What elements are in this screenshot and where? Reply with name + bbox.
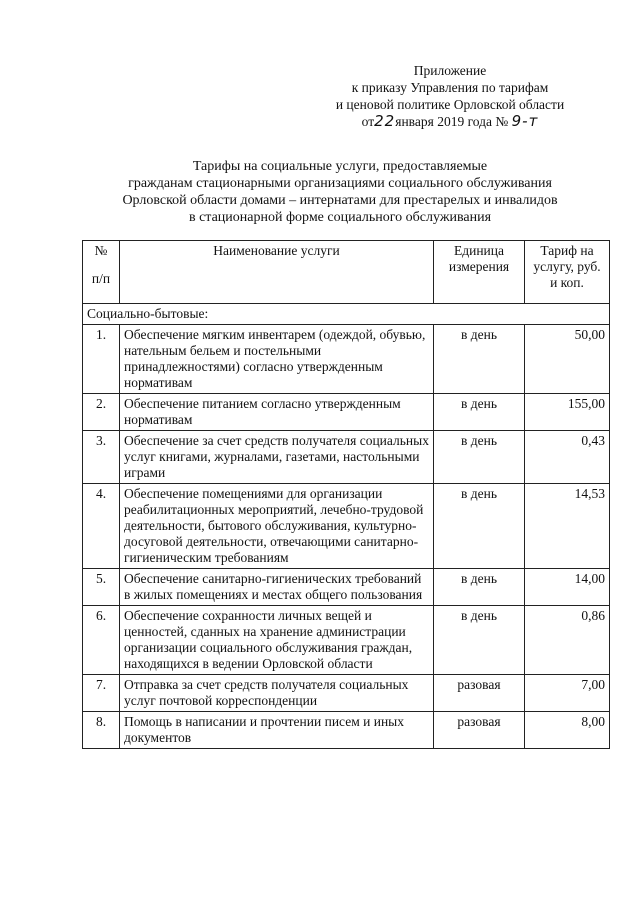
row-unit: в день	[434, 431, 525, 484]
document-title	[100, 158, 580, 226]
title-line-1: Тарифы на социальные услуги, предоставляемые	[192, 159, 488, 174]
row-num: 6.	[83, 606, 120, 675]
header-unit: Единица измерения	[434, 241, 525, 304]
header-num-symbol: №	[94, 243, 108, 258]
row-num: 8.	[83, 712, 120, 749]
row-num: 5.	[83, 569, 120, 606]
row-num: 4.	[83, 484, 120, 569]
order-number-handwritten: 9-т	[511, 112, 539, 130]
title-line-3: Орловской области домами – интернатами для престарелых и инвалидов	[122, 193, 558, 208]
table-header-row	[83, 241, 610, 304]
date-rest: января 2019 года №	[395, 114, 509, 129]
row-num: 2.	[83, 394, 120, 431]
appendix-header	[300, 62, 600, 130]
row-name: Обеспечение санитарно-гигиенических требований в жилых помещениях и местах общего пользования	[120, 569, 434, 606]
table-row	[83, 606, 610, 675]
table-row	[83, 325, 610, 394]
appendix-title: Приложение	[413, 63, 487, 78]
appendix-order-ref: к приказу Управления по тарифам	[351, 80, 549, 95]
row-name: Отправка за счет средств получателя социальных услуг почтовой корреспонденции	[120, 675, 434, 712]
title-line-2: гражданам стационарными организациями социального обслуживания	[128, 176, 552, 191]
row-name: Помощь в написании и прочтении писем и иных документов	[120, 712, 434, 749]
date-day-handwritten: 22	[374, 112, 396, 130]
table-row	[83, 569, 610, 606]
row-name: Обеспечение за счет средств получателя социальных услуг книгами, журналами, газетами, настольными играми	[120, 431, 434, 484]
row-tariff: 50,00	[525, 325, 610, 394]
row-tariff: 0,86	[525, 606, 610, 675]
row-tariff: 0,43	[525, 431, 610, 484]
row-tariff: 8,00	[525, 712, 610, 749]
row-name: Обеспечение мягким инвентарем (одеждой, обувью, нательным бельем и постельными принадлежностями) согласно утвержденным нормативам	[120, 325, 434, 394]
row-tariff: 14,53	[525, 484, 610, 569]
row-unit: в день	[434, 569, 525, 606]
table-row	[83, 394, 610, 431]
row-unit: разовая	[434, 712, 525, 749]
header-name: Наименование услуги	[120, 241, 434, 304]
table-row	[83, 431, 610, 484]
table-row	[83, 712, 610, 749]
row-name: Обеспечение помещениями для организации реабилитационных мероприятий, лечебно-трудовой деятельности, бытового обслуживания, культурно-досуговой деятельности, отвечающими санитарно-гигиеническим требованиям	[120, 484, 434, 569]
tariffs-table	[82, 240, 610, 749]
title-line-4: в стационарной форме социального обслуживания	[188, 210, 492, 225]
row-tariff: 7,00	[525, 675, 610, 712]
header-tariff: Тариф на услугу, руб. и коп.	[525, 241, 610, 304]
header-num	[83, 241, 120, 304]
row-tariff: 14,00	[525, 569, 610, 606]
appendix-authority: и ценовой политике Орловской области	[335, 97, 565, 112]
row-unit: в день	[434, 394, 525, 431]
header-num-sub: п/п	[91, 271, 111, 286]
row-unit: в день	[434, 325, 525, 394]
row-unit: разовая	[434, 675, 525, 712]
table-row	[83, 675, 610, 712]
section-label: Социально-бытовые:	[83, 304, 610, 325]
row-num: 7.	[83, 675, 120, 712]
row-unit: в день	[434, 606, 525, 675]
date-prefix: от	[361, 114, 375, 129]
table-row	[83, 484, 610, 569]
row-name: Обеспечение питанием согласно утвержденным нормативам	[120, 394, 434, 431]
row-tariff: 155,00	[525, 394, 610, 431]
row-unit: в день	[434, 484, 525, 569]
row-num: 1.	[83, 325, 120, 394]
row-name: Обеспечение сохранности личных вещей и ценностей, сданных на хранение администрации организации социального обслуживания граждан, находящихся в ведении Орловской области	[120, 606, 434, 675]
row-num: 3.	[83, 431, 120, 484]
appendix-date-line	[300, 113, 600, 130]
section-row	[83, 304, 610, 325]
